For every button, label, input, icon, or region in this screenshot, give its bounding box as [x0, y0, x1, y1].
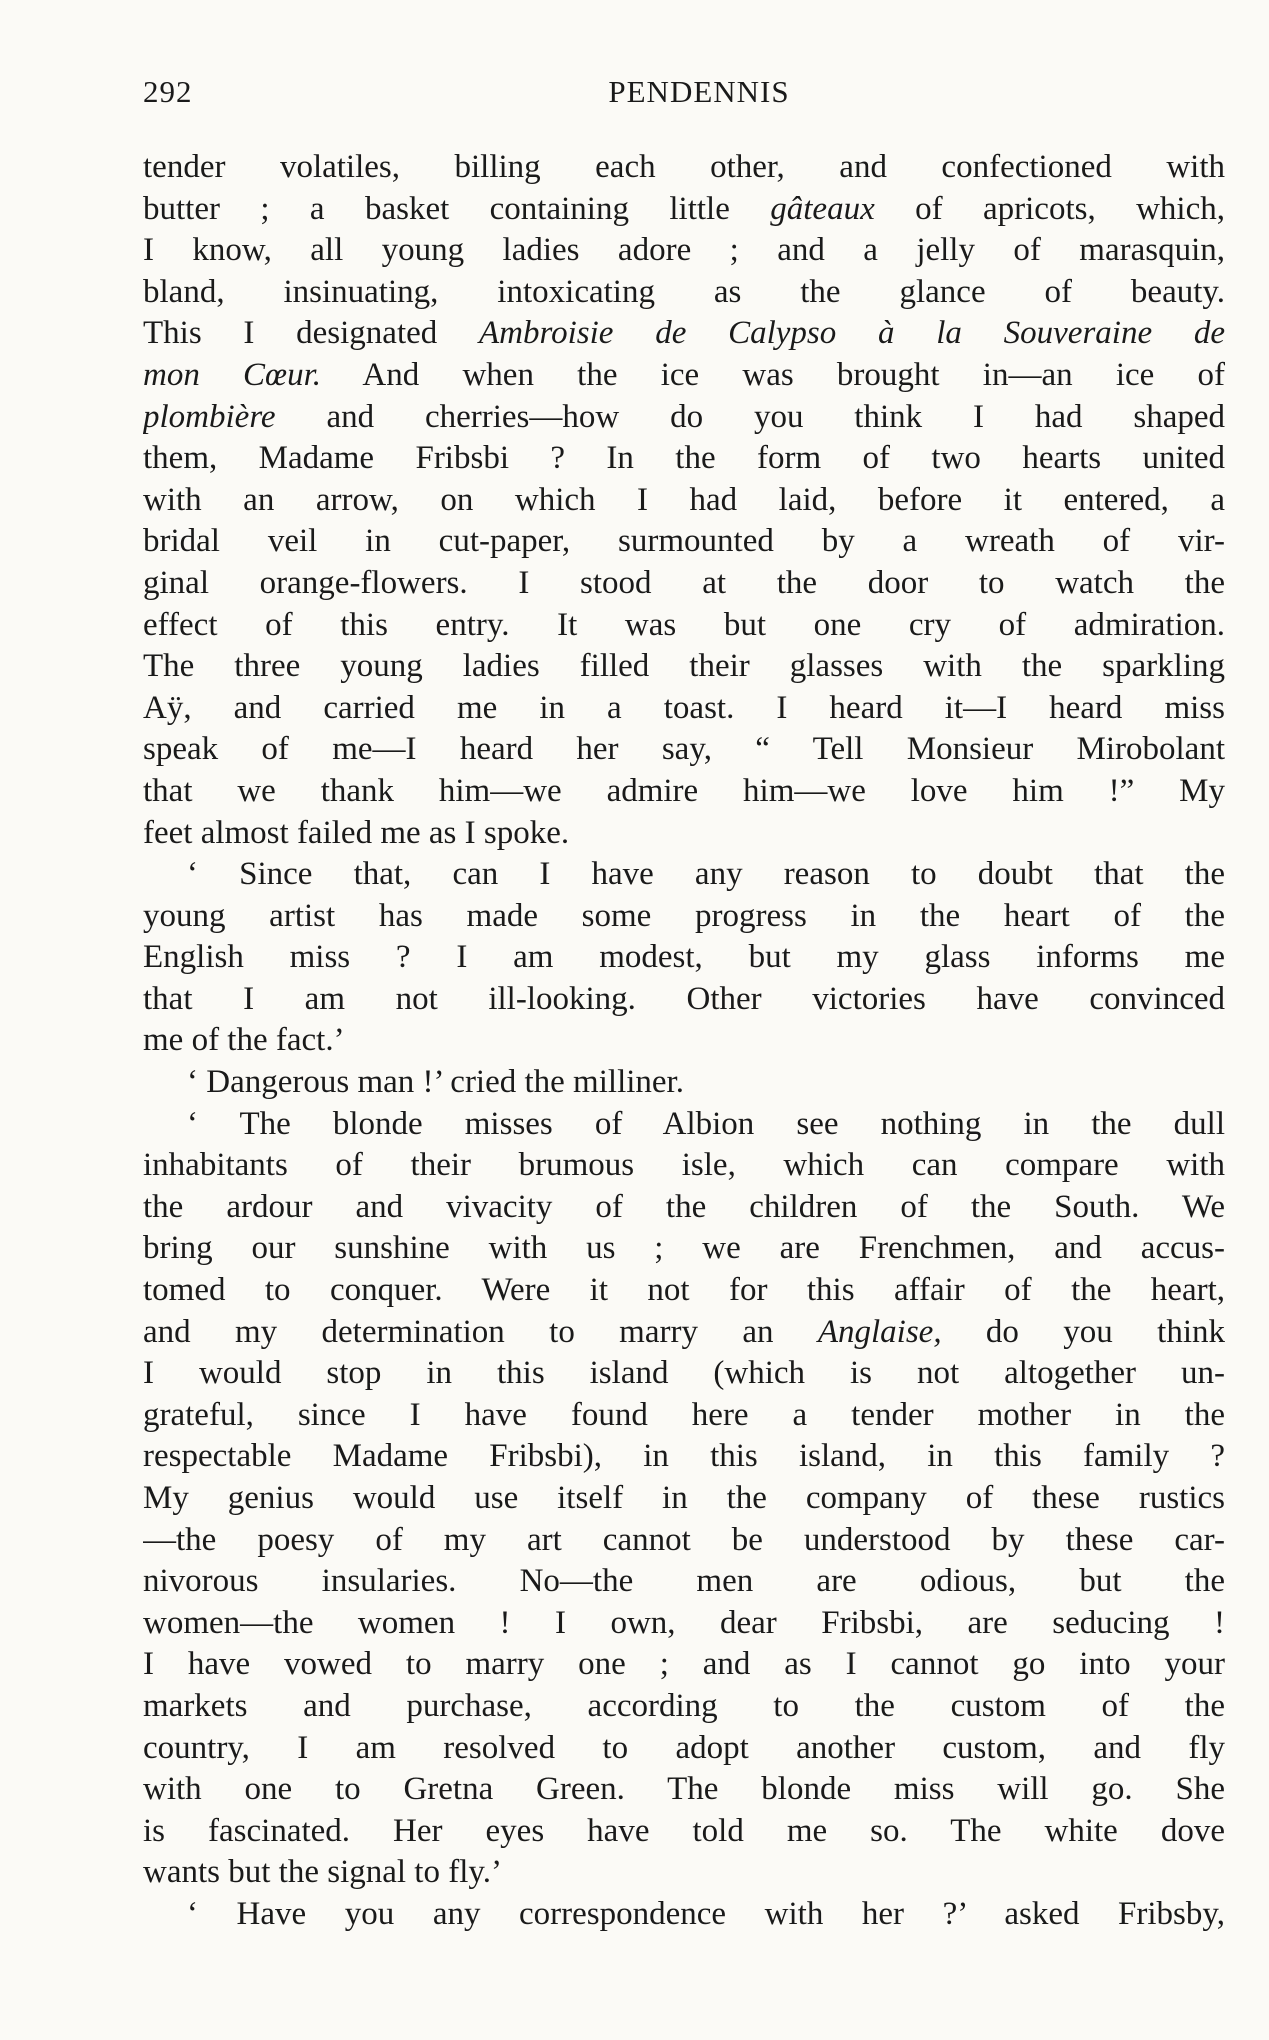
text-line	[143, 1312, 1225, 1354]
text-line	[143, 1478, 1225, 1520]
text-segment: with an arrow, on which I had laid, before it entered, a	[143, 481, 1225, 518]
text-line	[143, 1603, 1225, 1645]
text-segment: wants but the signal to fly.’	[143, 1854, 502, 1891]
text-segment: Aÿ, and carried me in a toast. I heard it—I heard miss	[143, 689, 1225, 726]
text-segment: I would stop in this island (which is not altogether un-	[143, 1355, 1225, 1392]
text-line	[143, 937, 1225, 979]
text-segment: ‘ The blonde misses of Albion see nothing in the dull	[187, 1105, 1225, 1142]
text-segment: of apricots, which,	[874, 190, 1225, 227]
text-segment: grateful, since I have found here a tender mother in the	[143, 1396, 1225, 1433]
text-segment: young artist has made some progress in the heart of the	[143, 897, 1225, 934]
italic-text: Anglaise,	[817, 1313, 942, 1350]
text-segment: This I designated	[143, 315, 480, 352]
italic-text: plombière	[143, 398, 276, 435]
text-line	[143, 1020, 1225, 1062]
italic-text: mon Cœur.	[143, 356, 322, 393]
text-line	[143, 854, 1225, 896]
text-segment: And when the ice was brought in—an ice of	[321, 356, 1225, 393]
text-segment: My genius would use itself in the company of these rustics	[143, 1480, 1225, 1516]
italic-text: Ambroisie de Calypso à la Souveraine de	[479, 315, 1225, 352]
text-segment: and cherries—how do you think I had shaped	[275, 398, 1225, 435]
text-line	[143, 688, 1225, 730]
text-segment: me of the fact.’	[143, 1022, 345, 1059]
text-segment: nivorous insularies. No—the men are odious, but the	[143, 1563, 1225, 1600]
text-line	[143, 1187, 1225, 1229]
text-segment: with one to Gretna Green. The blonde miss will go. She	[143, 1771, 1225, 1808]
text-segment: ‘ Since that, can I have any reason to doubt that the	[187, 856, 1225, 893]
text-line	[143, 813, 1225, 855]
text-line	[143, 397, 1225, 439]
text-line	[143, 189, 1225, 231]
text-line	[143, 1436, 1225, 1478]
book-page	[143, 62, 1225, 1932]
text-line	[143, 1811, 1225, 1853]
running-title: PENDENNIS	[608, 74, 790, 109]
text-line	[143, 1104, 1225, 1146]
text-line	[143, 1686, 1225, 1728]
text-segment: ginal orange-flowers. I stood at the door to watch the	[143, 564, 1225, 601]
text-line	[143, 1270, 1225, 1312]
text-segment: English miss ? I am modest, but my glass informs me	[143, 939, 1225, 976]
text-line	[143, 646, 1225, 688]
text-line	[143, 896, 1225, 938]
text-segment: them, Madame Fribsbi ? In the form of two hearts united	[143, 440, 1225, 477]
page-number: 292	[143, 74, 193, 109]
text-segment: bridal veil in cut-paper, surmounted by a wreath of vir-	[143, 523, 1225, 560]
text-line	[143, 355, 1225, 397]
text-segment: respectable Madame Fribsbi), in this island, in this family ?	[143, 1438, 1225, 1475]
text-line	[143, 438, 1225, 480]
text-segment: tender volatiles, billing each other, and confectioned with	[143, 149, 1225, 185]
text-line	[143, 771, 1225, 813]
text-line	[143, 1561, 1225, 1603]
text-line	[143, 313, 1225, 355]
text-line	[143, 1145, 1225, 1187]
text-segment: tomed to conquer. Were it not for this affair of the heart,	[143, 1272, 1225, 1309]
text-line	[143, 1520, 1225, 1562]
text-line	[143, 563, 1225, 605]
text-line	[143, 1353, 1225, 1395]
text-line	[143, 1062, 1225, 1104]
text-line	[143, 729, 1225, 771]
text-segment: ‘ Have you any correspondence with her ?’ asked Fribsby,	[187, 1895, 1225, 1932]
text-line	[143, 605, 1225, 647]
body-text	[143, 147, 1225, 1936]
text-segment: that I am not ill-looking. Other victories have convinced	[143, 980, 1225, 1017]
text-line	[143, 230, 1225, 272]
text-segment: effect of this entry. It was but one cry of admiration.	[143, 606, 1225, 643]
text-segment: —the poesy of my art cannot be understood by these car-	[143, 1521, 1225, 1558]
text-segment: inhabitants of their brumous isle, which can compare with	[143, 1147, 1225, 1184]
text-segment: feet almost failed me as I spoke.	[143, 814, 570, 851]
text-line	[143, 1769, 1225, 1811]
text-line	[143, 480, 1225, 522]
italic-text: gâteaux	[770, 190, 875, 227]
text-segment: I know, all young ladies adore ; and a jelly of marasquin,	[143, 232, 1225, 269]
text-line	[143, 1395, 1225, 1437]
text-line	[143, 1644, 1225, 1686]
text-line	[143, 1228, 1225, 1270]
text-segment: butter ; a basket containing little	[143, 190, 771, 227]
text-segment: women—the women ! I own, dear Fribsbi, are seducing !	[143, 1604, 1225, 1641]
text-segment: country, I am resolved to adopt another custom, and fly	[143, 1729, 1225, 1766]
text-line	[143, 1894, 1225, 1936]
text-segment: the ardour and vivacity of the children of the South. We	[143, 1188, 1225, 1225]
text-segment: that we thank him—we admire him—we love him !” My	[143, 772, 1225, 809]
text-line	[143, 147, 1225, 189]
text-segment: and my determination to marry an	[143, 1313, 818, 1350]
text-segment: speak of me—I heard her say, “ Tell Monsieur Mirobolant	[143, 731, 1225, 768]
text-segment: I have vowed to marry one ; and as I cannot go into your	[143, 1646, 1225, 1683]
page-header	[143, 62, 1225, 122]
text-segment: bland, insinuating, intoxicating as the glance of beauty.	[143, 273, 1225, 310]
text-segment: The three young ladies filled their glasses with the sparkling	[143, 648, 1225, 685]
text-segment: ‘ Dangerous man !’ cried the milliner.	[187, 1064, 684, 1101]
text-line	[143, 272, 1225, 314]
text-segment: bring our sunshine with us ; we are Frenchmen, and accus-	[143, 1230, 1225, 1267]
text-segment: do you think	[941, 1313, 1225, 1350]
text-segment: is fascinated. Her eyes have told me so. The white dove	[143, 1812, 1225, 1849]
text-segment: markets and purchase, according to the custom of the	[143, 1687, 1225, 1724]
text-line	[143, 979, 1225, 1021]
text-line	[143, 521, 1225, 563]
text-line	[143, 1728, 1225, 1770]
text-line	[143, 1852, 1225, 1894]
